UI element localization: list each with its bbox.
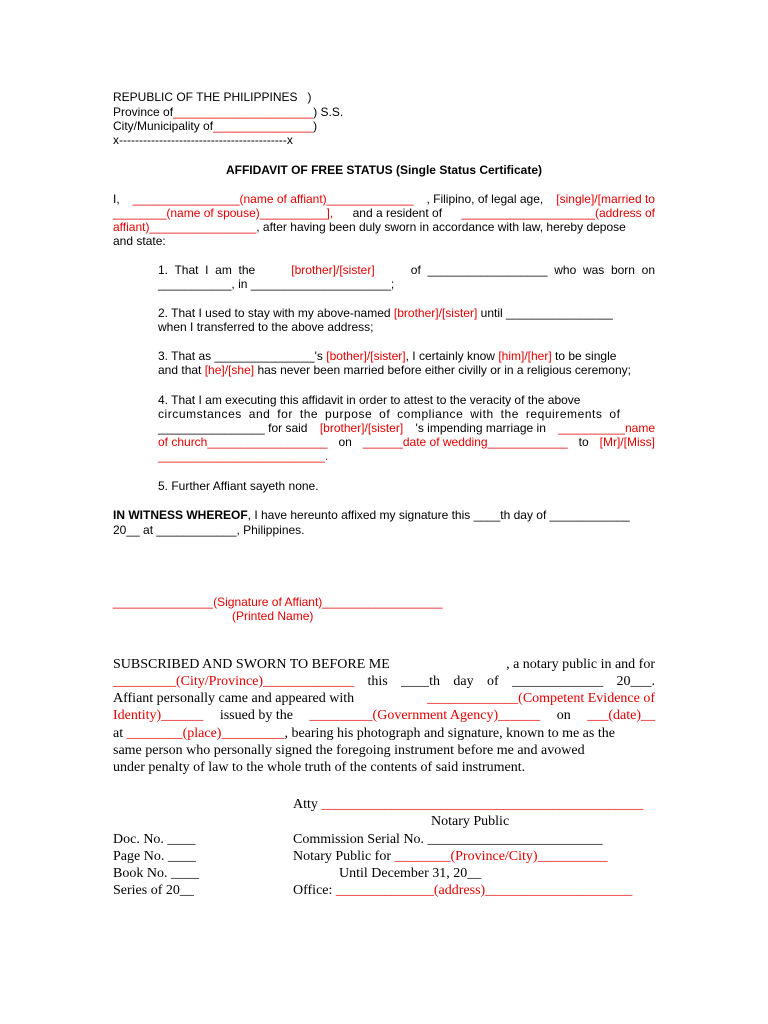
para1-birth-text: ___________, in _____________________; bbox=[158, 277, 395, 291]
republic-header bbox=[113, 90, 312, 104]
para1-text-b: of __________________ who was born on bbox=[410, 263, 655, 277]
series-no bbox=[113, 882, 194, 899]
affiant-name-blank: ________________(name of affiant)_____________ bbox=[132, 192, 414, 206]
para4-line-2 bbox=[158, 407, 620, 421]
separator-text: x------------------------------------------x bbox=[113, 133, 293, 147]
office-line bbox=[293, 882, 632, 899]
jurat-day: day bbox=[453, 674, 474, 689]
office-label: Office: bbox=[293, 883, 333, 898]
title-text: AFFIDAVIT OF FREE STATUS (Single Status Certificate) bbox=[225, 163, 543, 177]
para3-line-2 bbox=[158, 363, 631, 377]
para1-line-2 bbox=[158, 277, 394, 291]
intro-line-3 bbox=[113, 220, 626, 234]
notary-for-line bbox=[293, 848, 608, 865]
intro-resident: and a resident of bbox=[352, 206, 443, 220]
city-line bbox=[113, 119, 317, 133]
notary-public-line bbox=[431, 813, 509, 830]
jurat-text-7: under penalty of law to the whole truth of the contents of said instrument. bbox=[113, 760, 526, 775]
spouse-name-blank: ________(name of spouse)__________], bbox=[113, 206, 334, 220]
pronoun-option: [he]/[she] bbox=[204, 363, 255, 377]
notary-public-label: Notary Public bbox=[431, 814, 510, 829]
para3-text-e: has never been married before either civilly or in a religious ceremony; bbox=[257, 363, 631, 377]
para2-line-1 bbox=[158, 306, 613, 320]
jurat-on: on bbox=[556, 708, 571, 723]
intro-line-1 bbox=[113, 192, 655, 206]
jurat-line-6 bbox=[113, 742, 585, 759]
jurat-appeared: Affiant personally came and appeared with bbox=[113, 691, 355, 706]
atty-label: Atty bbox=[293, 797, 318, 812]
city-paren: ) bbox=[313, 119, 318, 133]
province-ss: ) S.S. bbox=[313, 105, 344, 119]
affiant-address-blank-cont: affiant)________________ bbox=[113, 220, 257, 234]
until-label: Until December 31, bbox=[339, 866, 450, 881]
series-text: Series of 20__ bbox=[113, 883, 194, 898]
city-province-blank: _________(City/Province)_____________ bbox=[113, 674, 355, 689]
witness-line-2 bbox=[113, 523, 305, 537]
intro-line-4 bbox=[113, 234, 166, 248]
signature-text: _______________(Signature of Affiant)__________________ bbox=[113, 595, 443, 609]
intro-filipino: , Filipino, of legal age, bbox=[426, 192, 544, 206]
witness-heading: IN WITNESS WHEREOF bbox=[113, 508, 248, 522]
para3-text-c: to be single bbox=[555, 349, 617, 363]
wedding-date-blank: ______date of wedding____________ bbox=[362, 435, 568, 449]
para2-line-2 bbox=[158, 320, 373, 334]
book-no bbox=[113, 865, 199, 882]
intro-state-text: and state: bbox=[113, 234, 166, 248]
jurat-this: this bbox=[367, 674, 388, 689]
jurat-line-3 bbox=[113, 691, 655, 707]
jurat-month-blank: _____________ bbox=[512, 674, 604, 689]
atty-name-blank: ______________________________________________ bbox=[321, 797, 644, 812]
para4-line-1 bbox=[158, 393, 580, 407]
evidence-blank-cont: Identity)______ bbox=[113, 708, 204, 723]
province-blank: _____________________ bbox=[173, 105, 314, 119]
agency-blank: _________(Government Agency)______ bbox=[309, 708, 541, 723]
document-title bbox=[0, 163, 768, 177]
para4-line-5 bbox=[158, 449, 328, 463]
issue-date-blank: ___(date)__ bbox=[587, 708, 655, 723]
jurat-at: at bbox=[113, 726, 124, 741]
jurat-bearing: , bearing his photograph and signature, known to me as the bbox=[284, 726, 615, 741]
city-label: City/Municipality of bbox=[113, 119, 214, 133]
pronoun-option: [him]/[her] bbox=[498, 349, 552, 363]
province-line bbox=[113, 105, 343, 119]
para2-text-a: 2. That I used to stay with my above-named bbox=[158, 306, 391, 320]
spouse-to-be-blank: _________________________. bbox=[158, 449, 329, 463]
jurat-notary-text: , a notary public in and for bbox=[506, 657, 655, 672]
notary-province-blank: ________(Province/City)__________ bbox=[394, 849, 608, 864]
province-label: Province of bbox=[113, 105, 174, 119]
para1-text-a: 1. That I am the bbox=[158, 263, 256, 277]
jurat-subscribed: SUBSCRIBED AND SWORN TO BEFORE ME bbox=[113, 657, 390, 672]
doc-no-text: Doc. No. ____ bbox=[113, 832, 196, 847]
printed-name-line bbox=[232, 609, 313, 623]
para3-text-d: and that bbox=[158, 363, 202, 377]
para2-transfer-text: when I transferred to the above address; bbox=[158, 320, 374, 334]
para4-text-1: 4. That I am executing this affidavit in order to attest to the veracity of the above bbox=[158, 393, 581, 407]
city-blank: _______________ bbox=[213, 119, 314, 133]
jurat-of: of bbox=[487, 674, 499, 689]
jurat-line-5 bbox=[113, 725, 615, 742]
para4-on: on bbox=[338, 435, 352, 449]
para5-line bbox=[158, 479, 319, 493]
para4-line-3 bbox=[158, 421, 655, 435]
republic-line: REPUBLIC OF THE PHILIPPINES ) bbox=[113, 90, 312, 104]
page-no bbox=[113, 848, 196, 865]
sibling-option: [brother]/[sister] bbox=[319, 421, 404, 435]
sibling-option: [bother]/[sister] bbox=[326, 349, 406, 363]
para4-to: to bbox=[578, 435, 589, 449]
witness-line-1 bbox=[113, 508, 630, 522]
jurat-line-4 bbox=[113, 708, 655, 724]
para3-line-1 bbox=[158, 349, 616, 363]
office-address-blank: ______________(address)_____________________ bbox=[335, 883, 633, 898]
title-option: [Mr]/[Miss] bbox=[599, 435, 655, 449]
para3-text-b: , I certainly know bbox=[405, 349, 495, 363]
jurat-day-blank: ____th bbox=[401, 674, 441, 689]
page-no-text: Page No. ____ bbox=[113, 849, 196, 864]
intro-sworn-text: , after having been duly sworn in accordance with law, hereby depose bbox=[256, 220, 626, 234]
atty-line bbox=[293, 796, 643, 813]
place-blank: ________(place)_________ bbox=[126, 726, 285, 741]
jurat-line-7 bbox=[113, 759, 525, 776]
witness-text: , I have hereunto affixed my signature this ____th day of ____________ bbox=[247, 508, 630, 522]
affiant-signature-line bbox=[113, 595, 442, 609]
jurat-issued: issued by the bbox=[219, 708, 293, 723]
witness-date-place: 20__ at ____________, Philippines. bbox=[113, 523, 305, 537]
until-year: 20__ bbox=[453, 866, 482, 881]
printed-name-text: (Printed Name) bbox=[232, 609, 314, 623]
para2-text-b: until ________________ bbox=[480, 306, 613, 320]
church-name-blank-cont: of church__________________ bbox=[158, 435, 328, 449]
jurat-year: 20___. bbox=[616, 674, 655, 689]
jurat-text-6: same person who personally signed the foregoing instrument before me and avowed bbox=[113, 743, 585, 758]
sibling-option: [brother]/[sister] bbox=[291, 263, 375, 277]
para1-line-1 bbox=[158, 263, 655, 277]
separator-line bbox=[113, 133, 293, 147]
book-no-text: Book No. ____ bbox=[113, 866, 199, 881]
intro-i: I, bbox=[113, 192, 120, 206]
notary-for-label: Notary Public for bbox=[293, 849, 391, 864]
para3-text-a: 3. That as _______________'s bbox=[158, 349, 323, 363]
doc-no bbox=[113, 831, 195, 848]
jurat-line-1 bbox=[113, 657, 655, 673]
para4-line-4 bbox=[158, 435, 655, 449]
evidence-blank: _____________(Competent Evidence of bbox=[427, 691, 655, 706]
para4-text-3a: ________________ for said bbox=[158, 421, 308, 435]
para4-text-2: circumstances and for the purpose of compliance with the requirements of bbox=[158, 407, 621, 421]
para4-text-3b: 's impending marriage in bbox=[415, 421, 546, 435]
jurat-line-2 bbox=[113, 674, 655, 690]
commission-line bbox=[293, 831, 603, 848]
civil-status-option: [single]/[married to bbox=[556, 192, 655, 206]
intro-line-2 bbox=[113, 206, 655, 220]
until-line bbox=[339, 865, 481, 882]
affiant-address-blank: ____________________(address of bbox=[461, 206, 655, 220]
sibling-option: [brother]/[sister] bbox=[393, 306, 478, 320]
para5-text: 5. Further Affiant sayeth none. bbox=[158, 479, 319, 493]
commission-text: Commission Serial No. _________________________ bbox=[293, 832, 603, 847]
church-name-blank: __________name bbox=[558, 421, 655, 435]
